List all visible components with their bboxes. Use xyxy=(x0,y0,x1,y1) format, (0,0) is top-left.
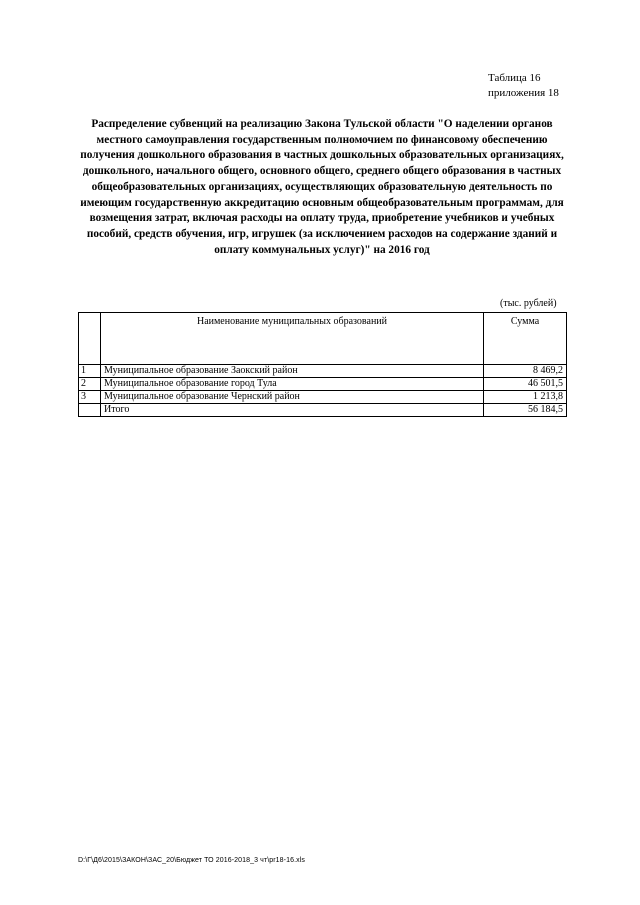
column-header-number xyxy=(79,313,101,365)
total-sum: 56 184,5 xyxy=(484,404,567,417)
subsidy-sum: 1 213,8 xyxy=(484,391,567,404)
subsidy-sum: 46 501,5 xyxy=(484,378,567,391)
file-path-footer: D:\Г\Д6\2015\ЗАКОН\ЗАС_20\Бюджет ТО 2016-2018_3 чт\pr18-16.xls xyxy=(78,857,305,864)
subsidies-table xyxy=(78,312,567,417)
row-number: 3 xyxy=(79,391,101,404)
table-row xyxy=(79,391,567,404)
municipality-name: Муниципальное образование Заокский район xyxy=(101,365,484,378)
table-number-label: Таблица 16 xyxy=(488,72,541,84)
table-row xyxy=(79,365,567,378)
column-header-sum: Сумма xyxy=(484,313,567,365)
row-number: 2 xyxy=(79,378,101,391)
municipality-name: Муниципальное образование Чернский район xyxy=(101,391,484,404)
total-number xyxy=(79,404,101,417)
table-total-row xyxy=(79,404,567,417)
subsidy-sum: 8 469,2 xyxy=(484,365,567,378)
column-header-name: Наименование муниципальных образований xyxy=(101,313,484,365)
row-number: 1 xyxy=(79,365,101,378)
table-row xyxy=(79,378,567,391)
table-header-row xyxy=(79,313,567,365)
units-label: (тыс. рублей) xyxy=(500,298,557,309)
table-reference xyxy=(488,71,559,101)
total-label: Итого xyxy=(101,404,484,417)
appendix-label: приложения 18 xyxy=(488,87,559,99)
document-title: Распределение субвенций на реализацию Закона Тульской области "О наделении органов местного самоуправления государственным полномочием по финансовому обеспечению получения дошкольного образования в частных дошкольных образовательных организациях, дошкольного, начального общего, основного общего, среднего общего образования в частных общеобразовательных организациях, осуществляющих образовательную деятельность по имеющим государственную аккредитацию основным общеобразовательным программам, для возмещения затрат, включая расходы на оплату труда, приобретение учебников и учебных пособий, средств обучения, игр, игрушек (за исключением расходов на содержание зданий и оплату коммунальных услуг)" на 2016 год xyxy=(80,118,564,256)
municipality-name: Муниципальное образование город Тула xyxy=(101,378,484,391)
